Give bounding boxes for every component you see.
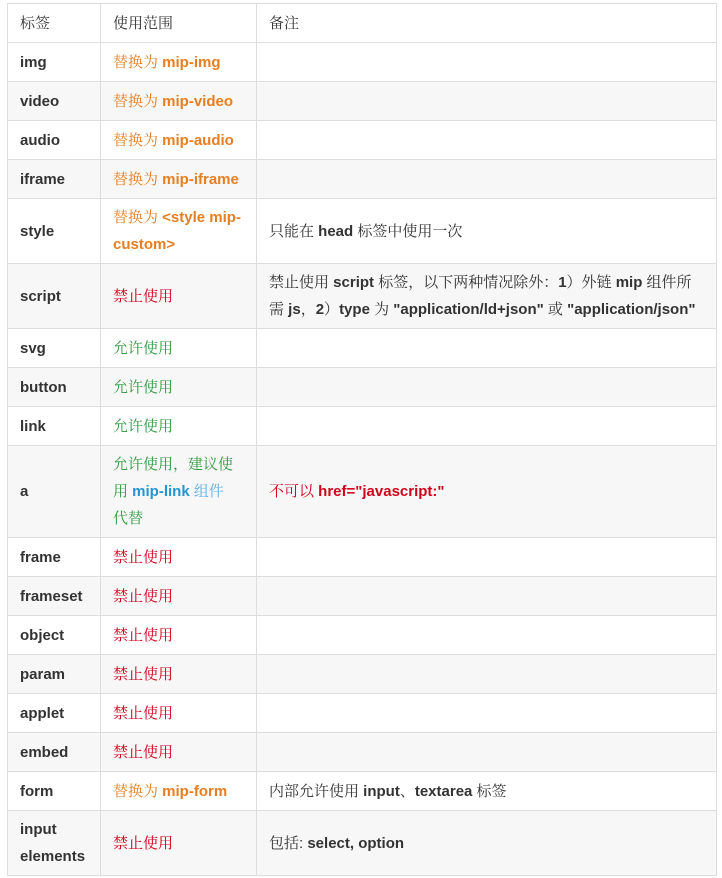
- scope-cell: 禁止使用: [101, 811, 257, 876]
- scope-cell: 允许使用，建议使用 mip-link 组件 代替: [101, 446, 257, 538]
- scope-cell: 禁止使用: [101, 694, 257, 733]
- note-cell: [257, 655, 717, 694]
- header-tag: 标签: [8, 4, 101, 43]
- tag-cell: button: [8, 368, 101, 407]
- scope-cell: 替换为 <style mip-custom>: [101, 199, 257, 264]
- scope-cell: 禁止使用: [101, 264, 257, 329]
- table-row: [8, 733, 717, 772]
- scope-cell: 替换为 mip-form: [101, 772, 257, 811]
- tag-cell: img: [8, 43, 101, 82]
- scope-cell: 禁止使用: [101, 616, 257, 655]
- table-row: [8, 655, 717, 694]
- tag-cell: a: [8, 446, 101, 538]
- scope-cell: 允许使用: [101, 329, 257, 368]
- table-row: [8, 694, 717, 733]
- table-row: [8, 538, 717, 577]
- note-cell: [257, 538, 717, 577]
- header-note: 备注: [257, 4, 717, 43]
- table-header-row: [8, 4, 717, 43]
- scope-cell: 禁止使用: [101, 655, 257, 694]
- table-row: [8, 43, 717, 82]
- table-row: [8, 811, 717, 876]
- note-cell: [257, 43, 717, 82]
- scope-cell: 禁止使用: [101, 577, 257, 616]
- table-row: [8, 407, 717, 446]
- header-scope: 使用范围: [101, 4, 257, 43]
- table-row: [8, 616, 717, 655]
- tag-cell: object: [8, 616, 101, 655]
- tag-cell: svg: [8, 329, 101, 368]
- scope-cell: 允许使用: [101, 368, 257, 407]
- tag-cell: param: [8, 655, 101, 694]
- note-cell: [257, 368, 717, 407]
- scope-cell: 替换为 mip-img: [101, 43, 257, 82]
- scope-cell: 替换为 mip-iframe: [101, 160, 257, 199]
- tag-cell: style: [8, 199, 101, 264]
- mip-link-text: mip-link: [132, 483, 190, 500]
- tag-cell: video: [8, 82, 101, 121]
- table-row: [8, 160, 717, 199]
- note-cell: 不可以 href="javascript:": [257, 446, 717, 538]
- tag-cell: frameset: [8, 577, 101, 616]
- table-row: [8, 199, 717, 264]
- note-cell: [257, 160, 717, 199]
- note-cell: 只能在 head 标签中使用一次: [257, 199, 717, 264]
- note-cell: 包括: select, option: [257, 811, 717, 876]
- note-cell: 禁止使用 script 标签，以下两种情况除外：1）外链 mip 组件所需 js，2）type 为 "application/ld+json" 或 "application/json": [257, 264, 717, 329]
- note-cell: [257, 82, 717, 121]
- tag-cell: form: [8, 772, 101, 811]
- table-row: [8, 368, 717, 407]
- scope-cell: 禁止使用: [101, 733, 257, 772]
- note-cell: [257, 694, 717, 733]
- note-cell: [257, 577, 717, 616]
- note-cell: [257, 121, 717, 160]
- scope-cell: 替换为 mip-audio: [101, 121, 257, 160]
- tag-cell: input elements: [8, 811, 101, 876]
- scope-cell: 允许使用: [101, 407, 257, 446]
- table-row: [8, 772, 717, 811]
- tag-cell: audio: [8, 121, 101, 160]
- tag-cell: script: [8, 264, 101, 329]
- scope-cell: 替换为 mip-video: [101, 82, 257, 121]
- tag-cell: link: [8, 407, 101, 446]
- note-cell: [257, 616, 717, 655]
- tag-cell: iframe: [8, 160, 101, 199]
- table-row: [8, 264, 717, 329]
- tag-rules-table: [7, 3, 717, 876]
- note-cell: [257, 733, 717, 772]
- table-row: [8, 446, 717, 538]
- table-row: [8, 577, 717, 616]
- note-cell: 内部允许使用 input、textarea 标签: [257, 772, 717, 811]
- table-row: [8, 329, 717, 368]
- table-row: [8, 82, 717, 121]
- table-row: [8, 121, 717, 160]
- tag-cell: embed: [8, 733, 101, 772]
- scope-cell: 禁止使用: [101, 538, 257, 577]
- tag-cell: frame: [8, 538, 101, 577]
- tag-cell: applet: [8, 694, 101, 733]
- note-cell: [257, 407, 717, 446]
- note-cell: [257, 329, 717, 368]
